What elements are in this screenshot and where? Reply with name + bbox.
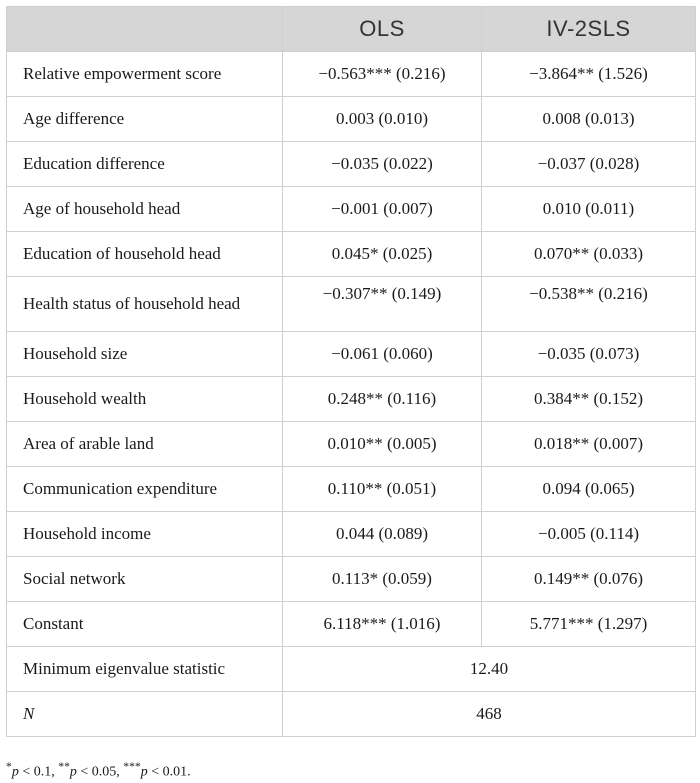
row-label: Household wealth xyxy=(7,377,283,422)
table-row xyxy=(7,512,696,557)
ols-value: 0.010** (0.005) xyxy=(283,422,482,467)
iv-value: 0.149** (0.076) xyxy=(482,557,696,602)
table-row xyxy=(7,332,696,377)
note-p-1: p xyxy=(11,764,19,780)
row-label: Education difference xyxy=(7,142,283,187)
ols-value: 0.003 (0.010) xyxy=(283,97,482,142)
ols-value: 0.248** (0.116) xyxy=(283,377,482,422)
iv-value: 0.008 (0.013) xyxy=(482,97,696,142)
ols-value: 6.118*** (1.016) xyxy=(283,602,482,647)
note-star-2: ** xyxy=(58,760,70,773)
note-star-3: *** xyxy=(123,760,141,773)
ols-value: 0.044 (0.089) xyxy=(283,512,482,557)
note-star-1: * xyxy=(6,760,12,773)
iv-value: −0.538** (0.216) xyxy=(482,277,696,332)
iv-value: 5.771*** (1.297) xyxy=(482,602,696,647)
ols-value: 0.110** (0.051) xyxy=(283,467,482,512)
iv-value: −3.864** (1.526) xyxy=(482,52,696,97)
row-label: Age difference xyxy=(7,97,283,142)
note-text-3: < 0.01. xyxy=(147,764,191,780)
ols-value: 0.045* (0.025) xyxy=(283,232,482,277)
table-row xyxy=(7,277,696,332)
table-row xyxy=(7,97,696,142)
row-label: Area of arable land xyxy=(7,422,283,467)
header-ols: OLS xyxy=(283,7,482,52)
table-row xyxy=(7,602,696,647)
row-label: Health status of household head xyxy=(7,277,283,332)
table-row xyxy=(7,377,696,422)
iv-value: 0.094 (0.065) xyxy=(482,467,696,512)
table-row xyxy=(7,232,696,277)
header-iv-2sls: IV-2SLS xyxy=(482,7,696,52)
iv-value: −0.005 (0.114) xyxy=(482,512,696,557)
note-p-2: p xyxy=(69,764,77,780)
table-row xyxy=(7,142,696,187)
row-label: N xyxy=(7,692,283,737)
row-label: Age of household head xyxy=(7,187,283,232)
ols-value: −0.001 (0.007) xyxy=(283,187,482,232)
header-blank-cell xyxy=(7,7,283,52)
regression-table xyxy=(6,6,696,737)
iv-value: 0.018** (0.007) xyxy=(482,422,696,467)
ols-value: 0.113* (0.059) xyxy=(283,557,482,602)
significance-footnote xyxy=(6,758,191,782)
row-label: Household income xyxy=(7,512,283,557)
iv-value: 0.010 (0.011) xyxy=(482,187,696,232)
header-row xyxy=(7,7,696,52)
ols-value: −0.035 (0.022) xyxy=(283,142,482,187)
row-label: Relative empowerment score xyxy=(7,52,283,97)
table-row-merged xyxy=(7,692,696,737)
note-text-1: < 0.1, xyxy=(18,764,59,780)
row-label: Education of household head xyxy=(7,232,283,277)
iv-value: −0.035 (0.073) xyxy=(482,332,696,377)
note-text-2: < 0.05, xyxy=(76,764,124,780)
note-p-3: p xyxy=(140,764,148,780)
merged-value: 12.40 xyxy=(283,647,696,692)
table-row xyxy=(7,467,696,512)
iv-value: −0.037 (0.028) xyxy=(482,142,696,187)
table-row xyxy=(7,52,696,97)
ols-value: −0.563*** (0.216) xyxy=(283,52,482,97)
ols-value: −0.307** (0.149) xyxy=(283,277,482,332)
row-label: Household size xyxy=(7,332,283,377)
table-row-merged xyxy=(7,647,696,692)
table-row xyxy=(7,187,696,232)
iv-value: 0.070** (0.033) xyxy=(482,232,696,277)
ols-value: −0.061 (0.060) xyxy=(283,332,482,377)
iv-value: 0.384** (0.152) xyxy=(482,377,696,422)
table-row xyxy=(7,422,696,467)
row-label: Communication expenditure xyxy=(7,467,283,512)
merged-value: 468 xyxy=(283,692,696,737)
row-label: Minimum eigenvalue statistic xyxy=(7,647,283,692)
row-label: Social network xyxy=(7,557,283,602)
row-label: Constant xyxy=(7,602,283,647)
table-row xyxy=(7,557,696,602)
